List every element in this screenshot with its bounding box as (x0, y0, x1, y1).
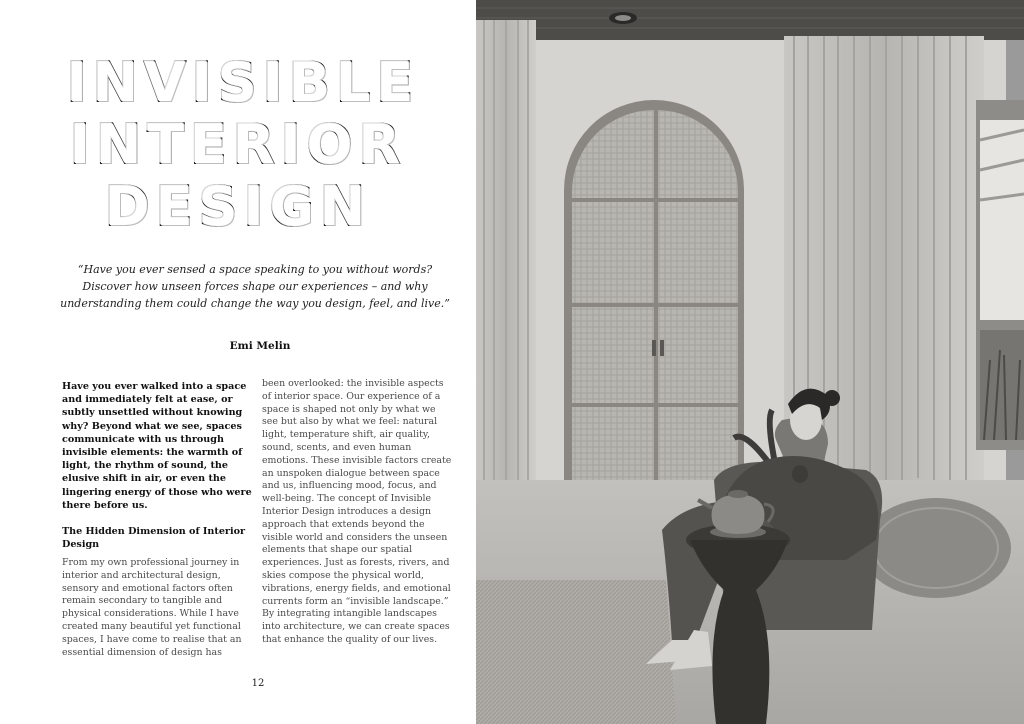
window (976, 100, 1024, 450)
author-byline: Emi Melin (229, 340, 291, 352)
section-subheading: The Hidden Dimension of Interior Design (62, 526, 246, 551)
left-page (0, 0, 476, 724)
title-line-2: INTERIOR (69, 113, 407, 176)
text-column-left (62, 380, 254, 659)
right-page (476, 0, 1024, 724)
title-line-1: INVISIBLE (66, 51, 420, 114)
pull-quote (60, 261, 450, 312)
floor-rug (476, 580, 676, 724)
page-number: 12 (251, 678, 265, 689)
left-curtain (476, 20, 536, 510)
body-paragraph-right: been overlooked: the invisible aspects of interior space. Our experience of a space is shaped not only by what we see but also by what we feel: natural light, temperature shift, air quality, sound, scents, and even human emotions. These invisible factors create an unspoken dialogue between space and us, influencing mood, focus, and well-being. The concept of Invisible Interior Design introduces a design approach that extends beyond the visible world and considers the unseen elements that shape our spatial experiences. Just as forests, rivers, and skies compose the physical world, vibrations, energy fields, and emotional currents form an “invisible landscape.” By integrating intangible landscapes into architecture, we can create spaces that enhance the quality of our lives. (262, 378, 452, 645)
article-title (0, 52, 476, 238)
quote-line-2: Discover how unseen forces shape our experiences – and why (82, 280, 428, 293)
body-paragraph-left: From my own professional journey in interior and architectural design, sensory and emotional factors often remain secondary to tangible and physical considerations. While I have created many beautiful yet functional spaces, I have come to realise that an essential dimension of design has (62, 557, 242, 658)
ceiling (476, 0, 1024, 40)
round-rug (861, 498, 1011, 598)
arched-cabinet (564, 100, 744, 500)
lead-paragraph: Have you ever walked into a space and immediately felt at ease, or subtly unsettled without knowing why? Beyond what we see, spaces communicate with us through invisible elements: the warmth of light, the rhythm of sound, the elusive shift in air, or even the lingering energy of those who were there before us. (62, 381, 252, 511)
title-line-3: DESIGN (104, 175, 372, 238)
interior-photo (476, 0, 1024, 724)
text-column-right (262, 378, 454, 647)
quote-line-3: understanding them could change the way you design, feel, and live.” (60, 297, 450, 310)
quote-line-1: “Have you ever sensed a space speaking to you without words? (77, 263, 433, 276)
